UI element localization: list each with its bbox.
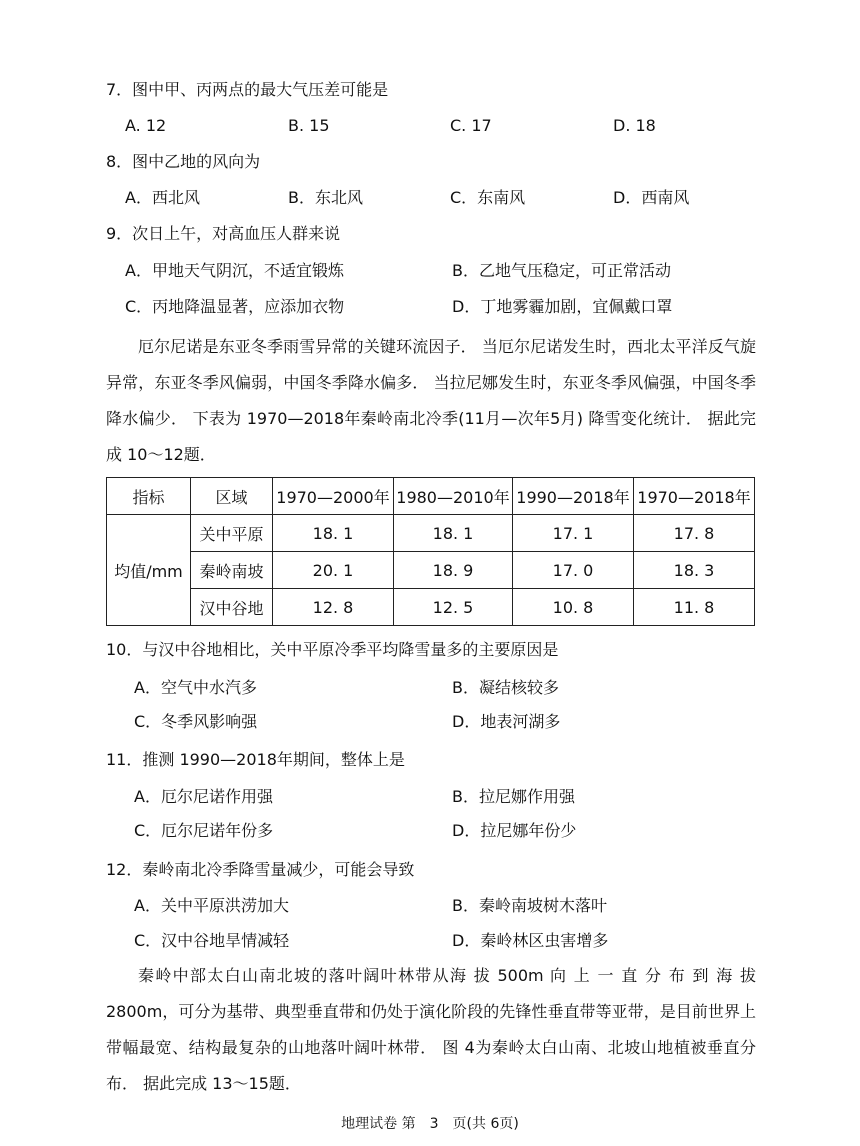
- question-9-stem: 9．次日上午，对高血压人群来说: [106, 224, 341, 243]
- table-value-cell: 17. 1: [513, 515, 634, 552]
- question-10-stem: 10．与汉中谷地相比，关中平原冷季平均降雪量多的主要原因是: [106, 640, 559, 659]
- page-footer: 地理试卷 第 3 页(共 6页): [341, 1116, 519, 1132]
- table-header-cell: 1970—2018年: [634, 478, 755, 515]
- table-value-cell: 17. 0: [513, 552, 634, 589]
- question-12-stem: 12．秦岭南北冷季降雪量减少，可能会导致: [106, 860, 415, 879]
- passage-el-nino-text: 厄尔尼诺是东亚冬季雨雪异常的关键环流因子． 当厄尔尼诺发生时，西北太平洋反气旋异常，东亚冬季风偏弱，中国冬季降水偏多． 当拉尼娜发生时，东亚冬季风偏强，中国冬季降水偏少． 下表为 1970—2018年秦岭南北冷季(11月—次年5月) 降雪变化统计． 据此完成 10～12题．: [106, 337, 756, 464]
- question-7-option-d: D. 18: [613, 116, 656, 135]
- question-8-option-a: A．西北风: [125, 188, 200, 207]
- table-value-cell: 18. 1: [273, 515, 394, 552]
- table-row: [107, 589, 755, 626]
- question-8-option-d: D．西南风: [613, 188, 690, 207]
- question-11-stem: 11．推测 1990—2018年期间，整体上是: [106, 750, 405, 769]
- table-value-cell: 11. 8: [634, 589, 755, 626]
- question-8-stem: 8．图中乙地的风向为: [106, 152, 261, 171]
- table-header-cell: 1980—2010年: [394, 478, 513, 515]
- table-value-cell: 12. 8: [273, 589, 394, 626]
- question-8-option-b: B．东北风: [288, 188, 363, 207]
- table-value-cell: 20. 1: [273, 552, 394, 589]
- question-7-option-b: B. 15: [288, 116, 330, 135]
- table-region-cell: 关中平原: [191, 515, 273, 552]
- question-9-option-b: B．乙地气压稳定，可正常活动: [452, 261, 671, 280]
- table-value-cell: 10. 8: [513, 589, 634, 626]
- question-10-option-b: B．凝结核较多: [452, 678, 559, 697]
- table-header-cell: 指标: [107, 478, 191, 515]
- table-region-cell: 汉中谷地: [191, 589, 273, 626]
- table-value-cell: 12. 5: [394, 589, 513, 626]
- question-11-option-b: B．拉尼娜作用强: [452, 787, 575, 806]
- question-11-option-c: C．厄尔尼诺年份多: [134, 821, 274, 840]
- table-value-cell: 18. 9: [394, 552, 513, 589]
- question-12-option-a: A．关中平原洪涝加大: [134, 896, 289, 915]
- question-7-option-a: A. 12: [125, 116, 167, 135]
- table-header-cell: 1990—2018年: [513, 478, 634, 515]
- question-12-option-b: B．秦岭南坡树木落叶: [452, 896, 607, 915]
- table-header-row: [107, 478, 755, 515]
- passage-el-nino: [106, 329, 756, 473]
- table-region-cell: 秦岭南坡: [191, 552, 273, 589]
- table-row: [107, 552, 755, 589]
- snowfall-table: [106, 477, 755, 626]
- question-8-option-c: C．东南风: [450, 188, 526, 207]
- question-7-stem: 7．图中甲、丙两点的最大气压差可能是: [106, 80, 389, 99]
- question-9-option-c: C．丙地降温显著，应添加衣物: [125, 297, 345, 316]
- passage-qinling-text: 秦岭中部太白山南北坡的落叶阔叶林带从海 拔 500m 向 上 一 直 分 布 到 海 拔 2800m，可分为基带、典型垂直带和仍处于演化阶段的先锋性垂直带等亚带，是目前世界上带幅最宽、结构最复杂的山地落叶阔叶林带． 图 4为秦岭太白山南、北坡山地植被垂直分布． 据此完成 13～15题．: [106, 966, 756, 1093]
- question-11-option-d: D．拉尼娜年份少: [452, 821, 577, 840]
- passage-qinling: [106, 958, 756, 1102]
- question-10-option-d: D．地表河湖多: [452, 712, 561, 731]
- table-indicator-cell: 均值/mm: [107, 515, 191, 626]
- question-7-option-c: C. 17: [450, 116, 492, 135]
- question-12-option-c: C．汉中谷地旱情减轻: [134, 931, 290, 950]
- table-value-cell: 17. 8: [634, 515, 755, 552]
- table-header-cell: 1970—2000年: [273, 478, 394, 515]
- table-row: [107, 515, 755, 552]
- question-10-option-a: A．空气中水汽多: [134, 678, 257, 697]
- question-12-option-d: D．秦岭林区虫害增多: [452, 931, 609, 950]
- question-10-option-c: C．冬季风影响强: [134, 712, 258, 731]
- table-value-cell: 18. 1: [394, 515, 513, 552]
- table-header-cell: 区域: [191, 478, 273, 515]
- question-9-option-d: D．丁地雾霾加剧，宜佩戴口罩: [452, 297, 673, 316]
- question-9-option-a: A．甲地天气阴沉，不适宜锻炼: [125, 261, 344, 280]
- question-11-option-a: A．厄尔尼诺作用强: [134, 787, 273, 806]
- table-value-cell: 18. 3: [634, 552, 755, 589]
